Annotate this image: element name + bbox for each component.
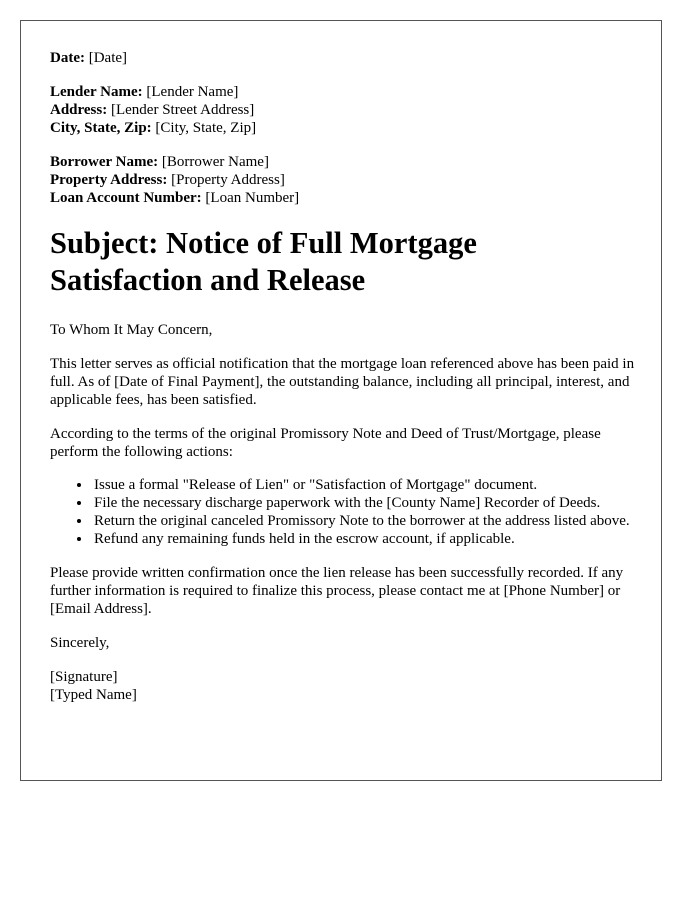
paragraph-payment-notice: This letter serves as official notification that the mortgage loan referenced above has been paid in full. As of [Date of Final Payment], the outstanding balance, including all principal, interest, and applicable fees, has been satisfied.: [50, 356, 635, 408]
typed-name-placeholder: [Typed Name]: [50, 687, 137, 703]
lender-block: [50, 83, 640, 137]
list-item: • Issue a formal "Release of Lien" or "Satisfaction of Mortgage" document.: [92, 476, 640, 494]
closing: Sincerely,: [50, 635, 110, 651]
lender-city-line: [50, 119, 640, 137]
borrower-name-line: [50, 153, 640, 171]
loan-number-value: [Loan Number]: [201, 190, 300, 206]
lender-city-label: City, State, Zip:: [50, 120, 152, 136]
property-address-value: [Property Address]: [167, 172, 285, 188]
date-value: [Date]: [84, 50, 128, 66]
borrower-name-label: Borrower Name:: [50, 154, 159, 170]
lender-name-line: [50, 83, 640, 101]
list-item: • File the necessary discharge paperwork with the [County Name] Recorder of Deeds.: [92, 494, 640, 512]
list-item: • Refund any remaining funds held in the escrow account, if applicable.: [92, 530, 640, 548]
date-block: [50, 49, 640, 67]
property-address-label: Property Address:: [50, 172, 168, 188]
paragraph-confirmation: Please provide written confirmation once the lien release has been successfully recorded. If any further information is required to finalize this process, please contact me at [Phone Number] or [Email Address].: [50, 565, 624, 617]
actions-list: [50, 476, 640, 548]
lender-city-value: [City, State, Zip]: [151, 120, 257, 136]
lender-address-value: [Lender Street Address]: [107, 102, 255, 118]
subject-heading: Subject: Notice of Full Mortgage Satisfaction and Release: [50, 226, 477, 297]
lender-address-line: [50, 101, 640, 119]
letter-page: [20, 20, 662, 781]
lender-name-value: [Lender Name]: [142, 84, 239, 100]
signature-placeholder: [Signature]: [50, 669, 118, 685]
list-item: • Return the original canceled Promissory Note to the borrower at the address listed above.: [92, 512, 640, 530]
lender-name-label: Lender Name:: [50, 84, 143, 100]
date-label: Date:: [50, 50, 85, 66]
salutation: To Whom It May Concern,: [50, 322, 213, 338]
letter-content: [50, 49, 640, 704]
loan-number-label: Loan Account Number:: [50, 190, 202, 206]
paragraph-actions-intro: According to the terms of the original Promissory Note and Deed of Trust/Mortgage, please perform the following actions:: [50, 426, 601, 460]
property-address-line: [50, 171, 640, 189]
borrower-block: [50, 153, 640, 207]
borrower-name-value: [Borrower Name]: [158, 154, 269, 170]
lender-address-label: Address:: [50, 102, 108, 118]
loan-number-line: [50, 189, 640, 207]
signature-block: [50, 668, 640, 704]
date-line: [50, 49, 640, 67]
